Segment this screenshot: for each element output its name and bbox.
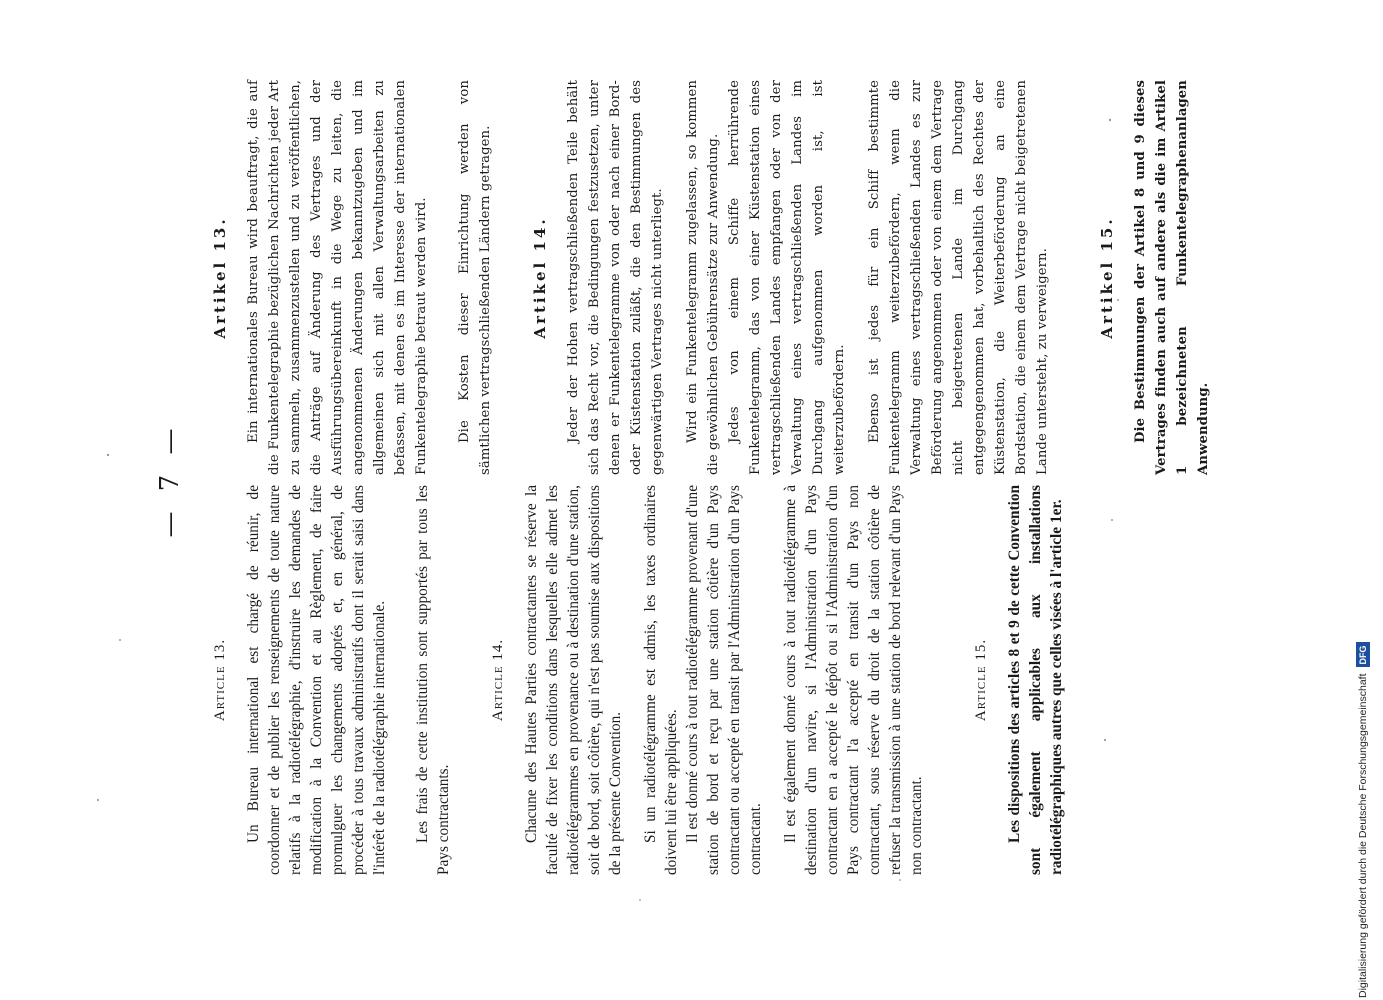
french-article13-heading: Article 13. bbox=[212, 638, 228, 722]
french-article15-paragraph1: Les dispositions des articles 8 et 9 de cette Convention sont également applicables aux installations radiotélégraphiques autres que celles visées à l'article 1er. bbox=[1006, 485, 1065, 875]
page-number: — 7 — bbox=[155, 422, 185, 538]
dfg-logo-icon: DFG bbox=[1356, 642, 1370, 667]
german-article14-paragraph3: Jedes von einem Schiffe herrührende Funkentelegramm, das von einer Küstenstation eines vertragschließenden Landes empfangen oder von der Verwaltung eines vertragschließenden Landes im Durchgang aufgenommen worden ist, ist weiterzubefördern. bbox=[727, 80, 847, 475]
german-article15-paragraph1: Die Bestimmungen der Artikel 8 und 9 dieses Vertrages finden auch auf andere als die im Artikel 1 bezeichneten Funkentelegraphenanlagen Anwendung. bbox=[1133, 80, 1211, 475]
french-article13-paragraph1: Un Bureau international est chargé de réunir, de coordonner et de publier les renseignements de toute nature relatifs à la radiotélégraphie, d'instruire les demandes de modification à la Convention et au Règlement, de faire promulguer les changements adoptés et, en général, de procéder à tous travaux administratifs dont il serait saisi dans l'intérêt de la radiotélégraphie internationale. bbox=[245, 485, 388, 875]
french-article14-paragraph3: Il est donné cours à tout radiotélégramme provenant d'une station de bord et reçu par une station côtière d'un Pays contractant ou accepté en transit par l'Administration d'un Pays contractant. bbox=[684, 485, 764, 875]
french-article14-paragraph4: Il est également donné cours à tout radiotélégramme à destination d'un navire, si l'Administration d'un Pays contractant en a accepté le dépôt ou si l'Administration d'un Pays contractant l'a accepté en transit d'un Pays non contractant, sous réserve du droit de la station côtière de refuser la transmission à une station de bord relevant d'un Pays non contractant. bbox=[782, 485, 925, 875]
german-article13-paragraph2: Die Kosten dieser Einrichtung werden von sämtlichen vertragschließenden Ländern getragen. bbox=[457, 80, 493, 475]
french-article15-heading: Article 15. bbox=[973, 638, 989, 722]
german-article13-paragraph1: Ein internationales Bureau wird beauftragt, die auf die Funkentelegraphie bezüglichen Nachrichten jeder Art zu sammeln, zusammenzustellen und zu veröffentlichen, die Anträge auf Änderung des Vertrages und der Ausführungsübereinkunft in die Wege zu leiten, die angenommenen Änderungen bekanntzugeben und im allgemeinen sich mit allen Verwaltungsarbeiten zu befassen, mit denen es im Interesse der internationalen Funkentelegraphie betraut werden wird. bbox=[246, 80, 429, 475]
german-column bbox=[210, 80, 1214, 475]
german-article14-paragraph2: Wird ein Funkentelegramm zugelassen, so kommen die gewöhnlichen Gebührensätze zur Anwendung. bbox=[685, 80, 721, 475]
french-column bbox=[210, 485, 1067, 875]
french-article14-heading: Article 14. bbox=[490, 638, 506, 722]
french-article13-paragraph2: Les frais de cette institution sont supportés par tous les Pays contractants. bbox=[414, 485, 452, 875]
german-article14-paragraph1: Jeder der Hohen vertragschließenden Teile behält sich das Recht vor, die Bedingungen festzusetzen, unter denen er Funkentelegramme von oder nach einer Bord- oder Küstenstation zuläßt, die den Bestimmungen des gegenwärtigen Vertrages nicht unterliegt. bbox=[566, 80, 665, 475]
french-article14-paragraph1: Chacune des Hautes Parties contractantes se réserve la faculté de fixer les conditions dans lesquelles elle admet les radiotélégrammes en provenance ou à destination d'une station, soit de bord, soit côtière, qui n'est pas soumise aux dispositions de la présente Convention. bbox=[523, 485, 624, 875]
german-article14-paragraph4: Ebenso ist jedes für ein Schiff bestimmte Funkentelegramm weiterzubefördern, wenn die Verwaltung eines vertragschließenden Landes es zur Beförderung angenommen oder von einem dem Vertrage nicht beigetretenen Lande im Durchgang entgegengenommen hat, vorbehaltlich des Rechtes der Küstenstation, die Weiterbeförderung an eine Bordstation, die einem dem Vertrage nicht beigetretenen Lande untersteht, zu verweigern. bbox=[867, 80, 1050, 475]
german-article15-heading: Artikel 15. bbox=[1098, 216, 1116, 339]
digitization-credit bbox=[1352, 8, 1374, 998]
german-article14-heading: Artikel 14. bbox=[531, 216, 549, 339]
credit-text: Digitalisierung gefördert durch die Deutsche Forschungsgemeinschaft bbox=[1357, 673, 1369, 998]
french-article14-paragraph2: Si un radiotélégramme est admis, les taxes ordinaires doivent lui être appliquées. bbox=[642, 485, 680, 875]
german-article13-heading: Artikel 13. bbox=[211, 216, 229, 339]
